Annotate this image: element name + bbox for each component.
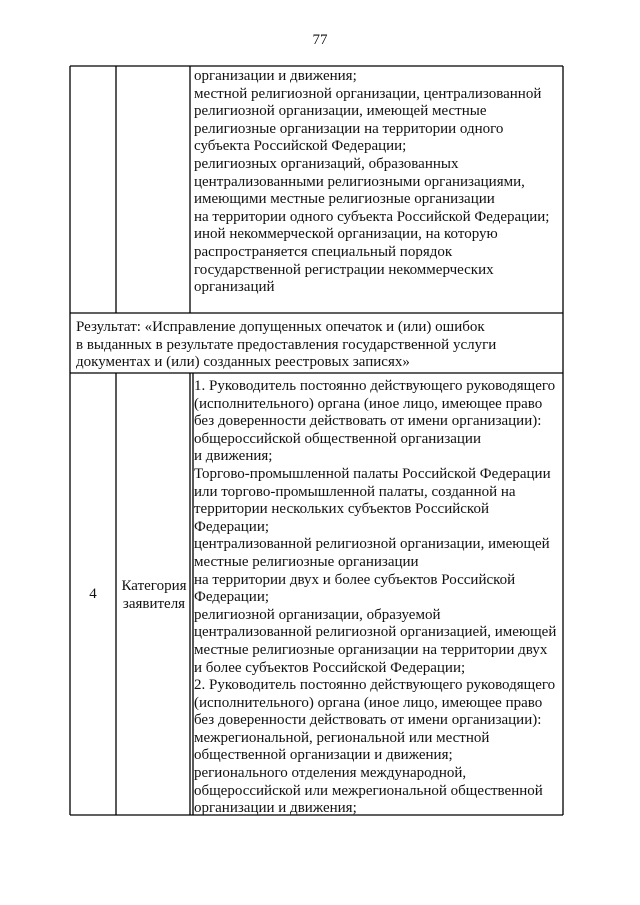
category-line: Категория (121, 578, 187, 594)
text-line: и движения; (194, 448, 273, 465)
text-line: общественной организации и движения; (194, 747, 453, 764)
text-line: религиозной организации, образуемой (194, 606, 441, 623)
text-line: имеющими местные религиозные организации (194, 191, 495, 208)
text-line: общероссийской общественной организации (194, 430, 481, 447)
text-line: 2. Руководитель постоянно действующего руководящего (194, 677, 556, 694)
category-cell (116, 577, 192, 613)
text-line: религиозной организации, имеющей местные (194, 103, 487, 120)
row-4-text (194, 378, 556, 818)
text-line: Результат: «Исправление допущенных опечаток и (или) ошибок (76, 319, 485, 335)
text-line: (исполнительного) органа (иное лицо, имеющее право (194, 395, 543, 412)
text-line: религиозных организаций, образованных (194, 155, 459, 172)
text-line: религиозные организации на территории одного (194, 120, 504, 137)
text-line: местные религиозные организации (194, 553, 419, 570)
text-line: на территории двух и более субъектов Российской (194, 571, 516, 588)
text-line: организации и движения; (194, 800, 357, 817)
row-top-text (194, 68, 549, 297)
text-line: иной некоммерческой организации, на которую (194, 226, 498, 243)
text-line: организации и движения; (194, 68, 357, 84)
text-line: без доверенности действовать от имени организации): (194, 413, 542, 430)
text-line: документах и (или) созданных реестровых записях» (76, 354, 410, 371)
text-line: организаций (194, 279, 275, 296)
text-line: без доверенности действовать от имени организации): (194, 712, 542, 729)
text-line: централизованными религиозными организациями, (194, 173, 525, 190)
text-line: Федерации; (194, 518, 270, 535)
text-line: в выданных в результате предоставления государственной услуги (76, 336, 497, 353)
text-line: местной религиозной организации, централизованной (194, 85, 542, 102)
text-line: и более субъектов Российской Федерации; (194, 659, 466, 676)
text-line: местные религиозные организации на территории двух (194, 641, 548, 658)
text-line: Федерации; (194, 589, 270, 606)
text-line: межрегиональной, региональной или местной (194, 729, 490, 746)
text-line: субъекта Российской Федерации; (194, 138, 407, 155)
text-line: общероссийской или межрегиональной общественной (194, 782, 543, 799)
text-line: распространяется специальный порядок (194, 243, 453, 260)
text-line: 1. Руководитель постоянно действующего руководящего (194, 378, 556, 394)
category-line: заявителя (122, 596, 186, 612)
text-line: территории нескольких субъектов Российской (194, 501, 489, 518)
text-line: централизованной религиозной организацией, имеющей (194, 624, 557, 641)
text-line: (исполнительного) органа (иное лицо, имеющее право (194, 694, 543, 711)
text-line: государственной регистрации некоммерческих (194, 261, 494, 278)
row-number: 4 (89, 586, 97, 602)
text-line: на территории одного субъекта Российской Федерации; (194, 208, 550, 225)
result-row-text (76, 319, 496, 372)
page-number: 77 (312, 32, 328, 48)
text-line: Торгово-промышленной палаты Российской Федерации (194, 465, 551, 482)
text-line: или торгово-промышленной палаты, созданной на (194, 483, 516, 500)
text-line: централизованной религиозной организации, имеющей (194, 536, 550, 553)
text-line: регионального отделения международной, (194, 765, 467, 782)
